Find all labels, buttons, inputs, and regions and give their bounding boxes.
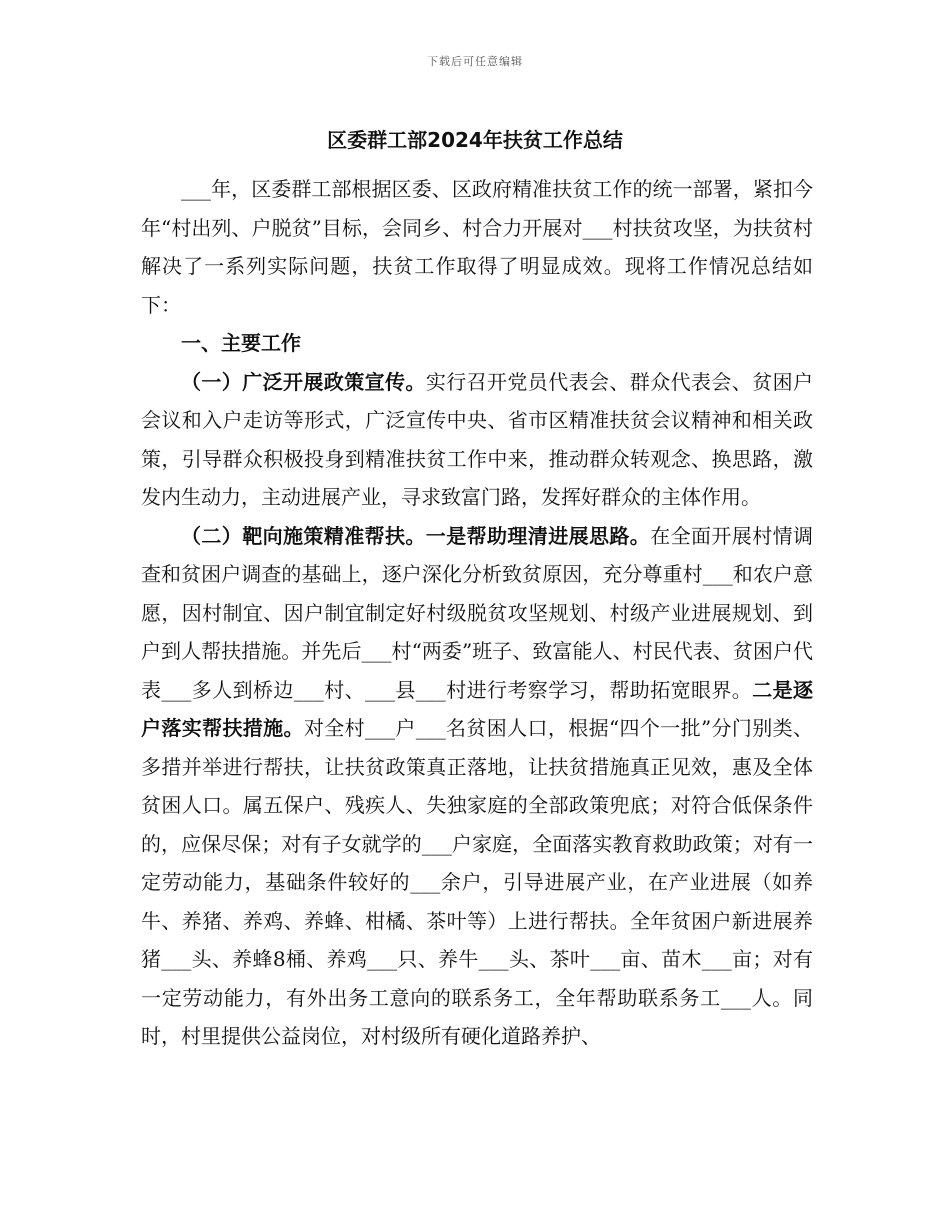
section-heading-text: 一、主要工作 bbox=[181, 331, 301, 355]
document-title: 区委群工部2024年扶贫工作总结 bbox=[327, 128, 623, 152]
header-note: 下载后可任意编辑 bbox=[427, 55, 523, 68]
document-body bbox=[141, 170, 813, 1056]
intro-text: ___年，区委群工部根据区委、区政府精准扶贫工作的统一部署，紧扣今年“村出列、户脱贫”目标，会同乡、村合力开展对___村扶贫攻坚，为扶贫村解决了一系列实际问题，扶贫工作取得了明显成效。现将工作情况总结如下： bbox=[141, 177, 813, 317]
section-heading bbox=[141, 324, 813, 363]
policy-paragraph bbox=[141, 363, 813, 517]
policy-text: 实行召开党员代表会、群众代表会、贫困户会议和入户走访等形式，广泛宣传中央、省市区精准扶贫会议精神和相关政策，引导群众积极投身到精准扶贫工作中来，推动群众转观念、换思路，激发内生动力，主动进展产业，寻求致富门路，发挥好群众的主体作用。 bbox=[141, 369, 814, 509]
assistance-lead-2: 二是逐户落实帮扶措施。 bbox=[141, 677, 814, 740]
assistance-text: 在全面开展村情调查和贫困户调查的基础上，逐户深化分析致贫原因，充分尊重村___和农户意愿，因村制宜、因户制宜制定好村级脱贫攻坚规划、村级产业进展规划、到户到人帮扶措施。并先后___村“两委”班子、致富能人、村民代表、贫困户代表___多人到桥边___村、___县___村进行考察学习，帮助拓宽眼界。 bbox=[141, 523, 814, 702]
assistance-paragraph bbox=[141, 517, 813, 1056]
intro-paragraph bbox=[141, 170, 813, 324]
assistance-text-2: 对全村___户___名贫困人口，根据“四个一批”分门别类、多措并举进行帮扶，让扶贫政策真正落地，让扶贫措施真正见效，惠及全体贫困人口。属五保户、残疾人、失独家庭的全部政策兜底；对符合低保条件的，应保尽保；对有子女就学的___户家庭，全面落实教育救助政策；对有一定劳动能力，基础条件较好的___余户，引导进展产业，在产业进展（如养牛、养猪、养鸡、养蜂、柑橘、茶叶等）上进行帮扶。全年贫困户新进展养猪___头、养蜂8桶、养鸡___只、养牛___头、茶叶___亩、苗木___亩；对有一定劳动能力，有外出务工意向的联系务工，全年帮助联系务工___人。同时，村里提供公益岗位，对村级所有硬化道路养护、 bbox=[141, 716, 813, 1048]
assistance-lead: （二）靶向施策精准帮扶。一是帮助理清进展思路。 bbox=[181, 523, 651, 548]
policy-lead: （一）广泛开展政策宣传。 bbox=[181, 369, 426, 394]
